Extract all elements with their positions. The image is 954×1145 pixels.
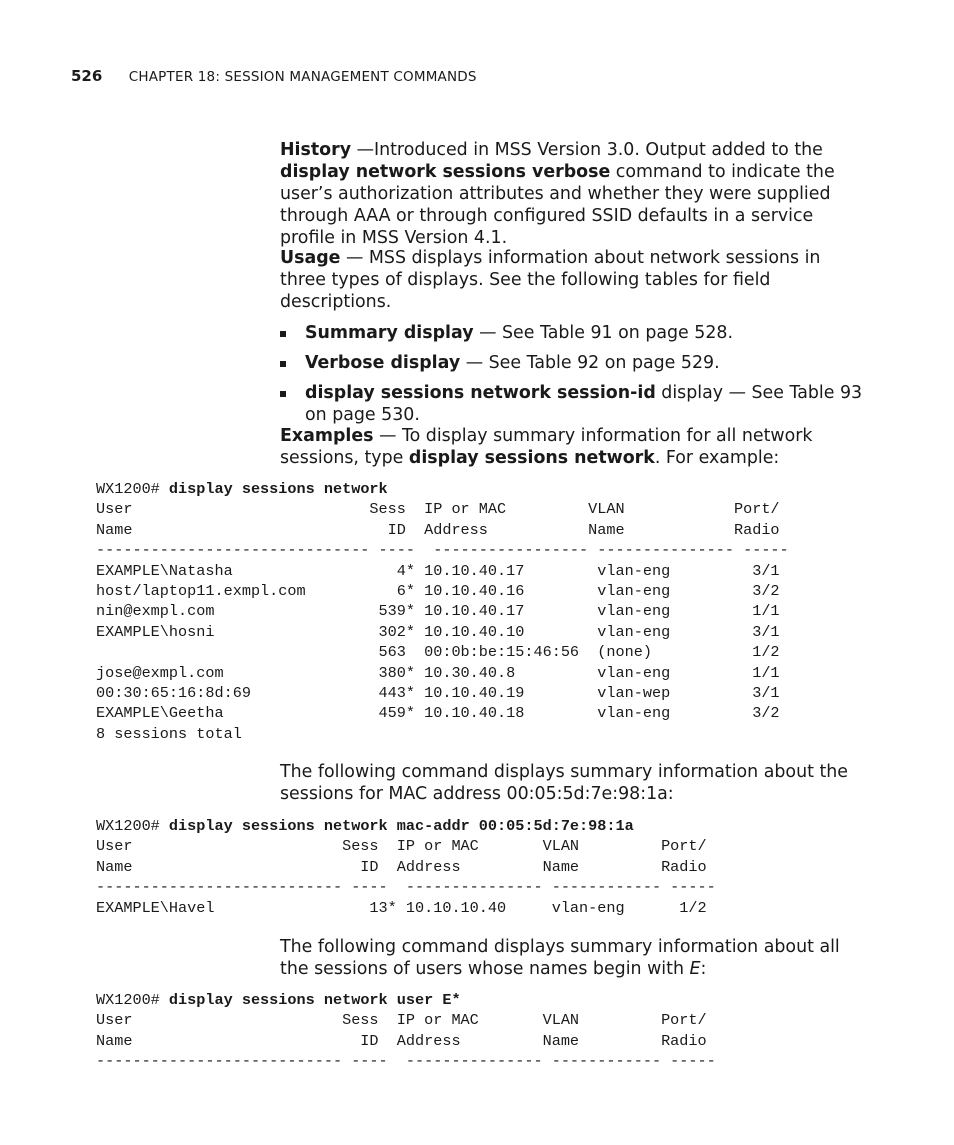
running-header: [71, 67, 477, 85]
bullet-item: [280, 382, 870, 426]
cli-output: User Sess IP or MAC VLAN Port/ Name ID Address Name Radio --------------------------- ---- --------------- ------------ ----- EXAMPLE\Havel 13* 10.10.10.40 vlan-eng 1/2: [96, 837, 716, 917]
bullet-text: — See Table 92 on page 529.: [460, 353, 720, 373]
user-filter-italic: E: [689, 959, 701, 979]
history-paragraph: [280, 139, 870, 249]
examples-text-2: . For example:: [654, 448, 780, 468]
cli-command: display sessions network mac-addr 00:05:5d:7e:98:1a: [168, 817, 634, 835]
examples-command: display sessions network: [408, 448, 655, 468]
bullet-item: [280, 352, 870, 374]
user-filter-text-1: The following command displays summary information about all the sessions of users whose names begin with: [280, 937, 840, 979]
cli-prompt: WX1200#: [96, 480, 169, 498]
history-text-2: command to indicate the user’s authorization attributes and whether they were supplied through AAA or through configured SSID defaults in a service profile in MSS Version 4.1.: [280, 162, 835, 248]
cli-command: display sessions network: [168, 480, 388, 498]
history-text-1: —Introduced in MSS Version 3.0. Output added to the: [351, 140, 823, 160]
mac-address-text: The following command displays summary information about the sessions for MAC address 00:05:5d:7e:98:1a:: [280, 762, 848, 804]
chapter-title: CHAPTER 18: SESSION MANAGEMENT COMMANDS: [128, 69, 477, 85]
user-filter-paragraph: [280, 936, 870, 980]
usage-label: Usage: [280, 248, 341, 268]
mac-address-paragraph: [280, 761, 870, 805]
examples-label: Examples: [280, 426, 374, 446]
page-number: 526: [71, 67, 103, 85]
bullet-bold: display sessions network session-id: [305, 383, 656, 403]
examples-text-1: — To display summary information for all network sessions, type: [280, 426, 813, 468]
examples-paragraph: [280, 425, 870, 469]
bullet-text: — See Table 91 on page 528.: [473, 323, 734, 343]
cli-output: User Sess IP or MAC VLAN Port/ Name ID Address Name Radio ------------------------------ ---- ----------------- --------------- ----- EXAMPLE\Natasha 4* 10.10.40.17 vlan-eng 3/1 host/laptop11.exmpl.com 6* 10.10.40.16 vlan-eng 3/2 nin@exmpl.com 539* 10.10.40.17 vlan-eng 1/1 EXAMPLE\hosni 302* 10.10.40.10 vlan-eng 3/1 563 00:0b:be:15:46:56 (none) 1/2 jose@exmpl.com 380* 10.30.40.8 vlan-eng 1/1 00:30:65:16:8d:69 443* 10.10.40.19 vlan-wep 3/1 EXAMPLE\Geetha 459* 10.10.40.18 vlan-eng 3/2 8 sessions total: [96, 500, 789, 743]
cli-prompt: WX1200#: [96, 817, 169, 835]
code-example-mac-addr: [96, 816, 716, 918]
code-example-all-sessions: [96, 479, 789, 744]
history-label: History: [280, 140, 352, 160]
cli-prompt: WX1200#: [96, 991, 169, 1009]
usage-text: — MSS displays information about network sessions in three types of displays. See the following tables for field descriptions.: [280, 248, 821, 312]
usage-section: [280, 247, 870, 426]
code-example-user-filter: [96, 990, 716, 1072]
history-command: display network sessions verbose: [280, 162, 611, 182]
bullet-text: display — See Table 93 on page 530.: [305, 383, 863, 425]
bullet-item: [280, 322, 870, 344]
usage-bullet-list: [280, 322, 870, 426]
user-filter-text-2: :: [700, 959, 707, 979]
bullet-bold: Summary display: [305, 323, 474, 343]
cli-command: display sessions network user E*: [168, 991, 461, 1009]
bullet-bold: Verbose display: [305, 353, 461, 373]
cli-output: User Sess IP or MAC VLAN Port/ Name ID Address Name Radio --------------------------- ---- --------------- ------------ -----: [96, 1011, 716, 1071]
